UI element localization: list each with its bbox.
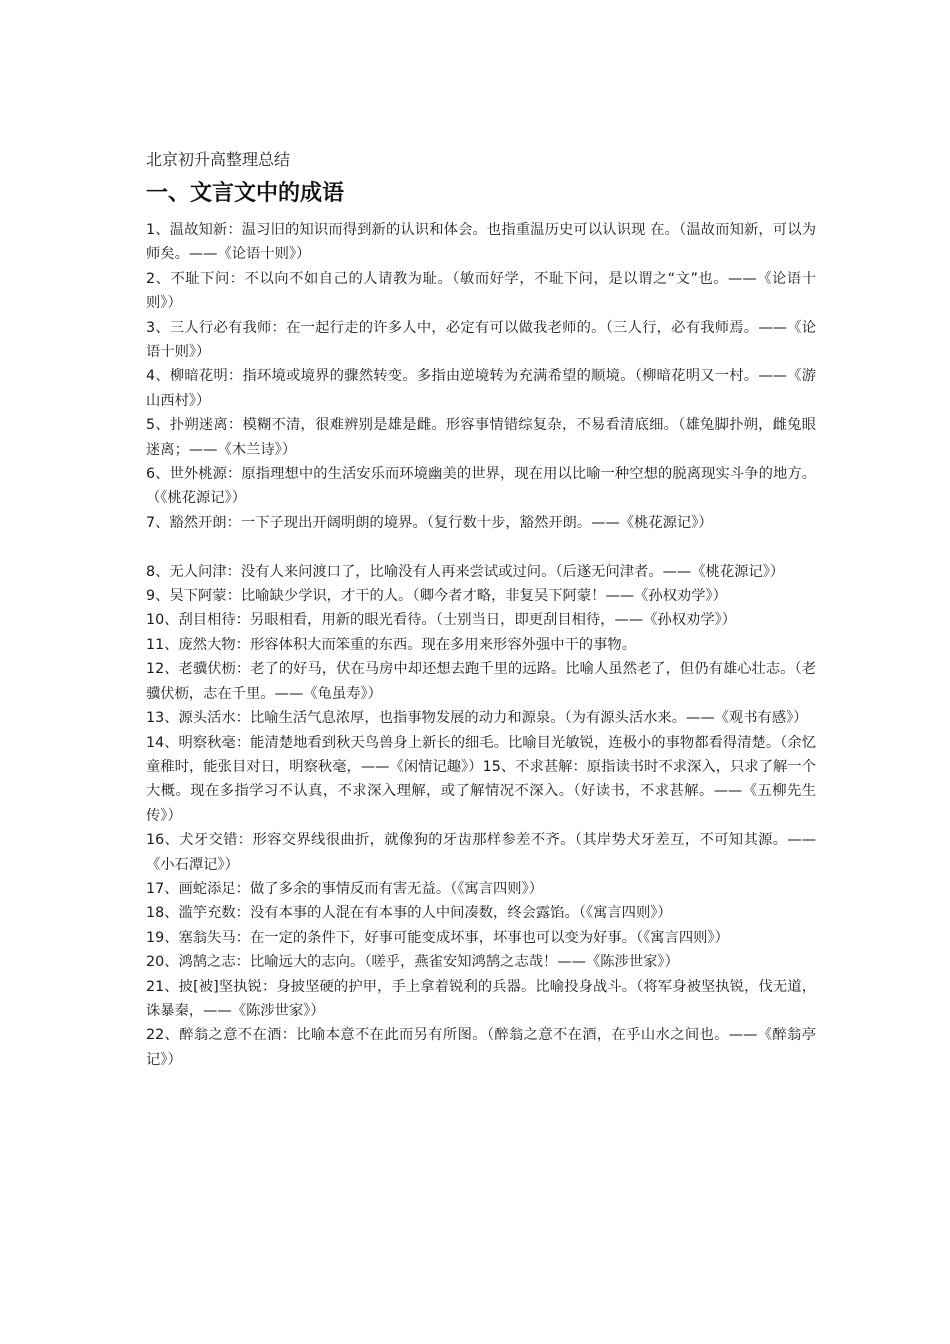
idiom-entry-14: 14、明察秋毫：能清楚地看到秋天鸟兽身上新长的细毛。比喻目光敏锐，连极小的事物都看得清楚。（余忆童稚时，能张目对日，明察秋毫，——《闲情记趣》）15、不求甚解：原指读书时不求深入，只求了解一个大概。现在多指学习不认真，不求深入理解，或了解情况不深入。（好读书，不求甚解。——《五柳先生传》） <box>146 734 816 824</box>
document-body <box>146 146 816 1072</box>
idiom-entry-20: 20、鸿鹄之志：比喻远大的志向。（嗟乎，燕雀安知鸿鹄之志哉！——《陈涉世家》） <box>146 954 679 971</box>
idiom-entry-12: 12、老骥伏枥：老了的好马，伏在马房中却还想去跑千里的远路。比喻人虽然老了，但仍有雄心壮志。（老骥伏枥，志在千里。——《龟虽寿》） <box>146 661 816 702</box>
idiom-entry-7: 7、豁然开朗：一下子现出开阔明朗的境界。（复行数十步，豁然开朗。——《桃花源记》） <box>146 514 713 531</box>
idiom-entry-19: 19、塞翁失马：在一定的条件下，好事可能变成坏事，坏事也可以变为好事。（《寓言四则》） <box>146 929 729 946</box>
idiom-entry-11: 11、庞然大物：形容体积大而笨重的东西。现在多用来形容外强中干的事物。 <box>146 636 636 653</box>
idiom-entry-2: 2、不耻下问：不以向不如自己的人请教为耻。（敏而好学，不耻下问，是以谓之“文”也。——《论语十则》） <box>146 270 816 312</box>
idiom-entry-8: 8、无人问津：没有人来问渡口了，比喻没有人再来尝试或过问。（后遂无问津者。——《桃花源记》） <box>146 563 785 580</box>
idiom-entry-5: 5、扑朔迷离：模糊不清，很难辨别是雄是雌。形容事情错综复杂，不易看清底细。（雄兔脚扑朔，雌兔眼迷离；——《木兰诗》） <box>146 417 816 458</box>
idiom-entry-9: 9、吴下阿蒙：比喻缺少学识，才干的人。（卿今者才略，非复吴下阿蒙！——《孙权劝学》） <box>146 588 727 605</box>
section-heading: 一、文言文中的成语 <box>146 181 345 206</box>
idiom-entry-22: 22、醉翁之意不在酒：比喻本意不在此而另有所图。（醉翁之意不在酒，在乎山水之间也。——《醉翁亭记》） <box>146 1027 816 1068</box>
idiom-entry-1: 1、温故知新：温习旧的知识而得到新的认识和体会。也指重温历史可以认识现 在。（温故而知新，可以为师矣。——《论语十则》） <box>146 222 816 263</box>
idiom-entry-6: 6、世外桃源：原指理想中的生活安乐而环境幽美的世界，现在用以比喻一种空想的脱离现实斗争的地方。（《桃花源记》） <box>146 466 816 507</box>
idiom-entry-16: 16、犬牙交错：形容交界线很曲折，就像狗的牙齿那样参差不齐。（其岸势犬牙差互，不可知其源。——《小石潭记》） <box>146 832 816 873</box>
idiom-entry-4: 4、柳暗花明：指环境或境界的骤然转变。多指由逆境转为充满希望的顺境。（柳暗花明又一村。——《游山西村》） <box>146 368 816 409</box>
paragraph-spacer <box>146 535 816 559</box>
idiom-entry-18: 18、滥竽充数：没有本事的人混在有本事的人中间凑数，终会露馅。（《寓言四则》） <box>146 905 672 922</box>
idiom-entry-3: 3、三人行必有我师：在一起行走的许多人中，必定有可以做我老师的。（三人行，必有我师焉。——《论语十则》） <box>146 319 816 361</box>
idiom-entry-21: 21、披[被]坚执锐：身披坚硬的护甲，手上拿着锐利的兵器。比喻投身战斗。（将军身被坚执锐，伐无道，诛暴秦，——《陈涉世家》） <box>146 978 816 1019</box>
document-title: 北京初升高整理总结 <box>146 150 291 169</box>
idiom-entry-17: 17、画蛇添足：做了多余的事情反而有害无益。（《寓言四则》） <box>146 880 544 897</box>
idiom-entry-10: 10、刮目相待：另眼相看，用新的眼光看待。（士别当日，即更刮目相待，——《孙权劝学》） <box>146 612 737 629</box>
idiom-entry-13: 13、源头活水：比喻生活气息浓厚，也指事物发展的动力和源泉。（为有源头活水来。——《观书有感》） <box>146 710 808 727</box>
